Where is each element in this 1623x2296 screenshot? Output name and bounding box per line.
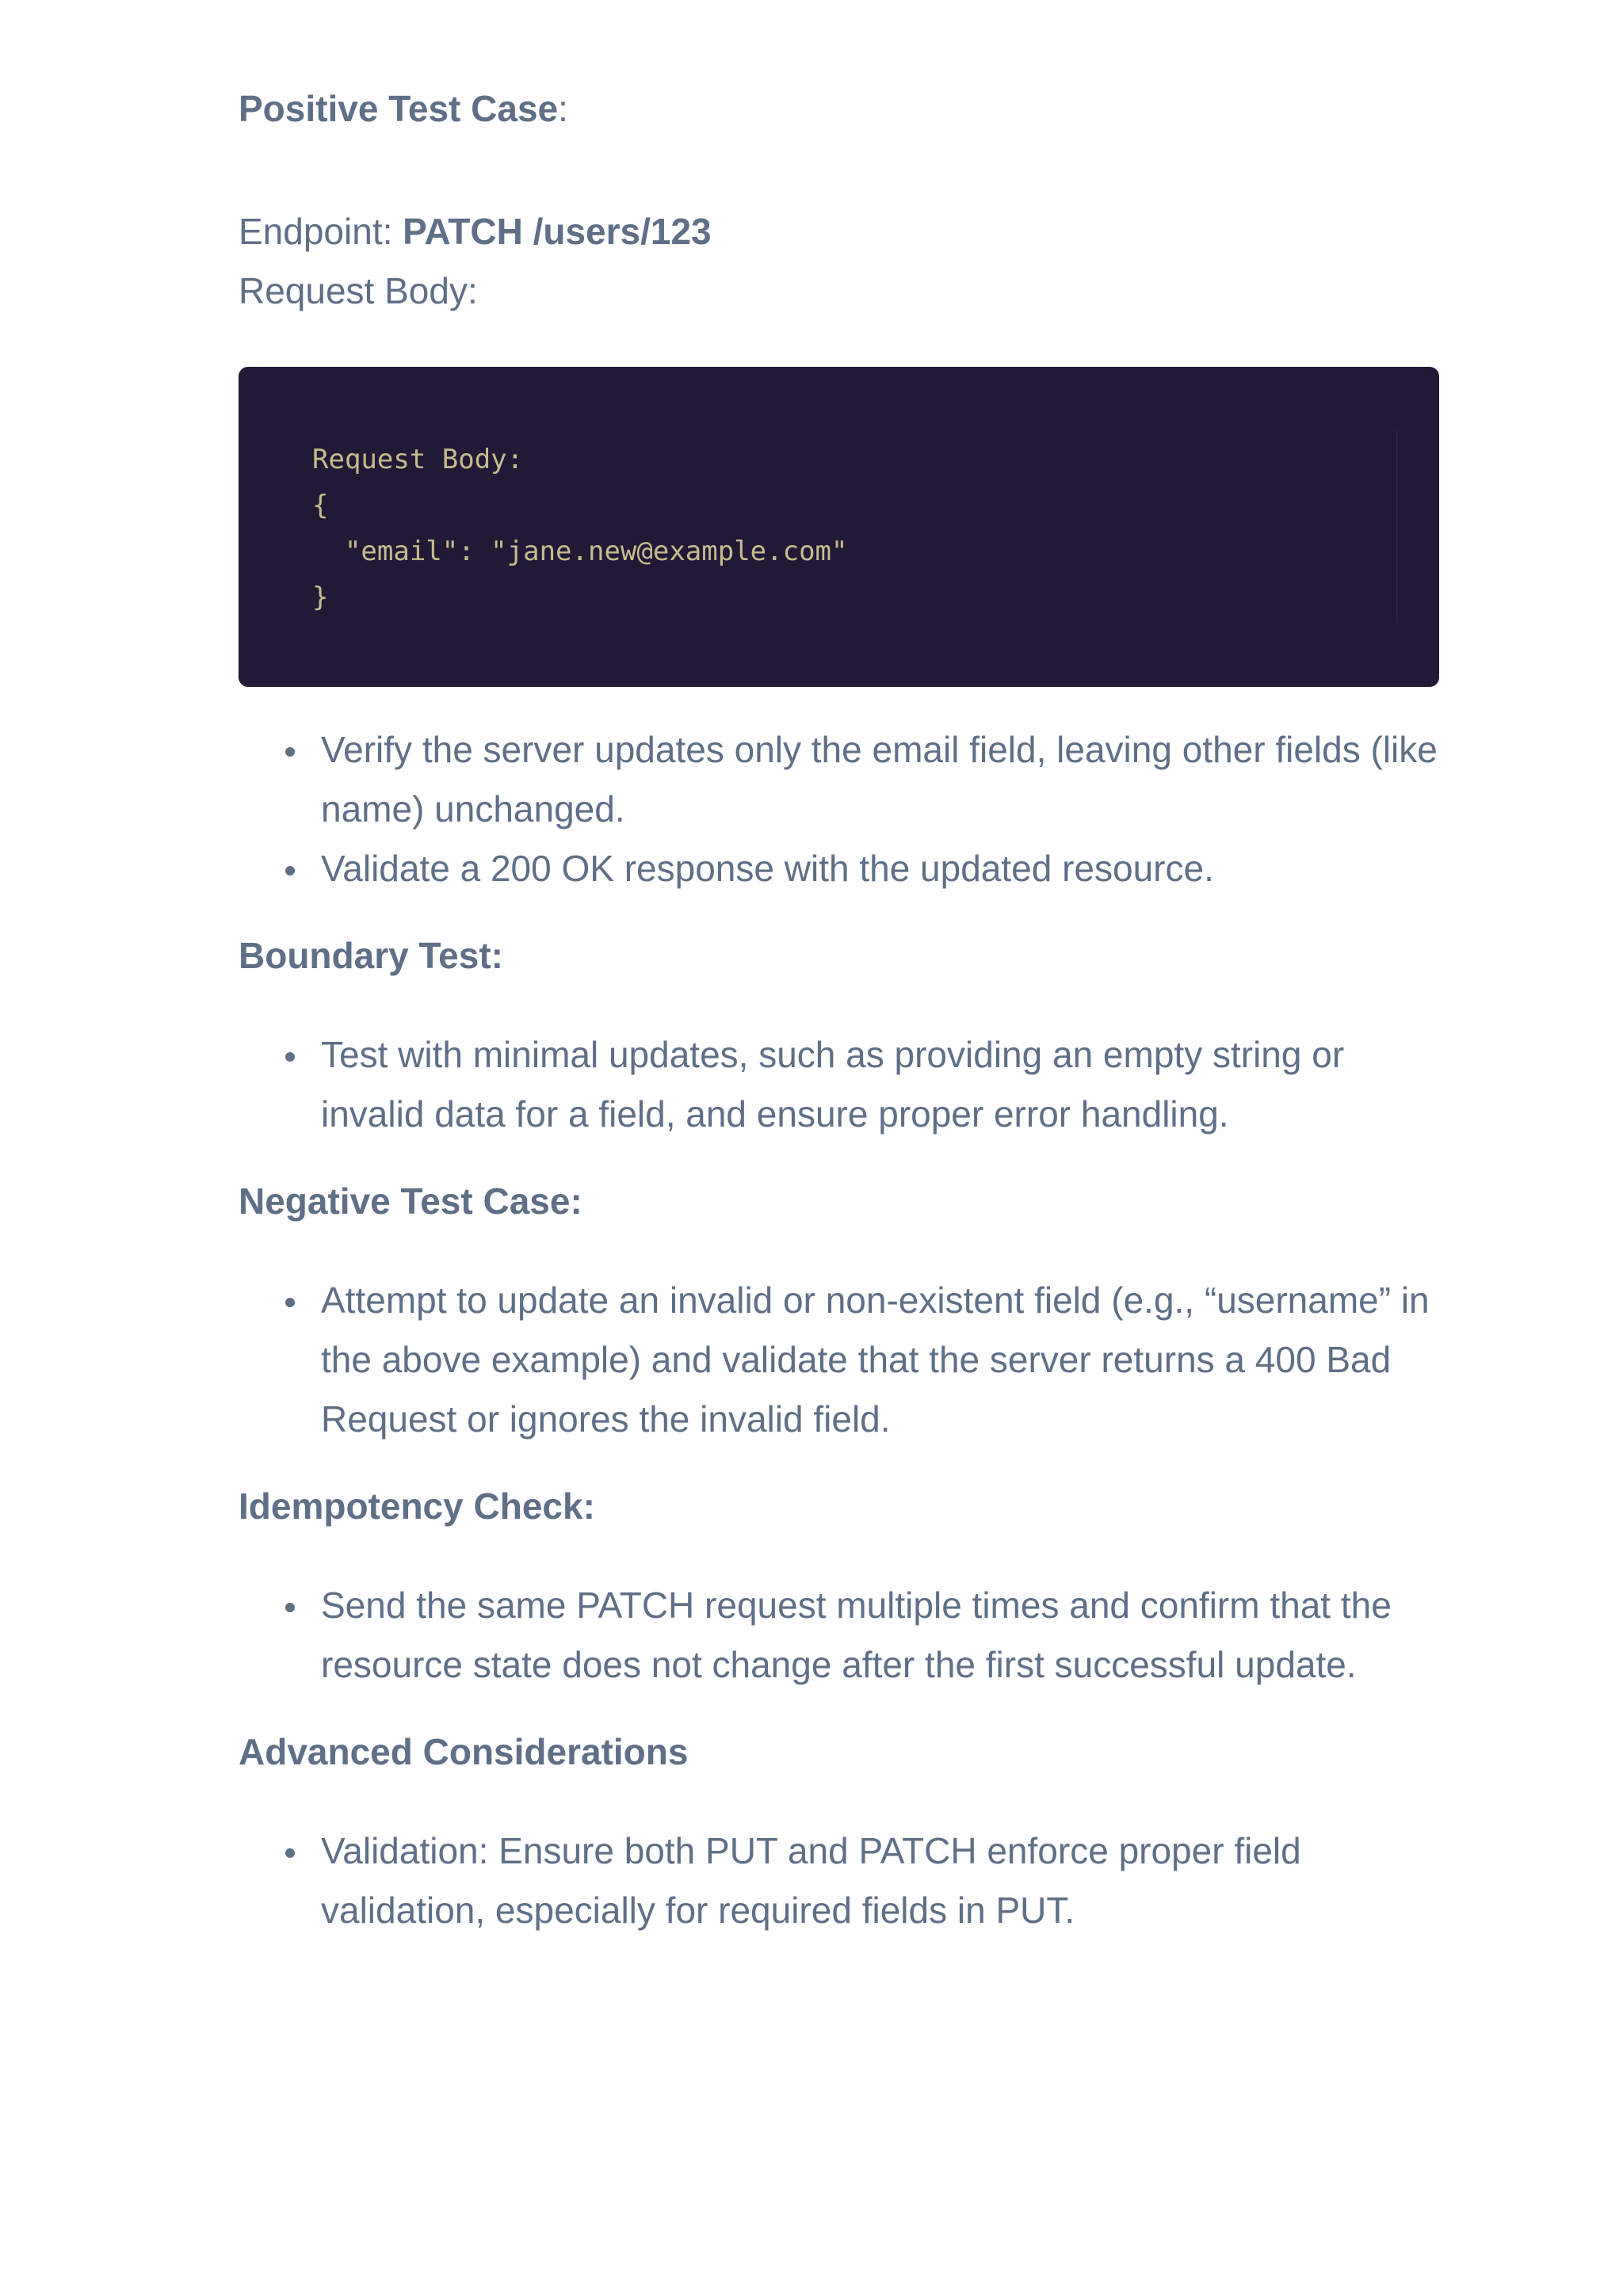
code-line-1: Request Body: — [312, 444, 524, 475]
idempotency-check-heading: Idempotency Check: — [239, 1486, 595, 1527]
list-item: Test with minimal updates, such as providing an empty string or invalid data for a field, and ensure proper error handling. — [239, 1025, 1439, 1144]
boundary-test-list — [239, 1025, 1439, 1144]
list-item: Send the same PATCH request multiple times and confirm that the resource state does not change after the first successful update. — [239, 1576, 1439, 1695]
positive-test-list — [239, 720, 1439, 898]
code-line-3: "email": "jane.new@example.com" — [312, 536, 848, 567]
list-item: Validate a 200 OK response with the updated resource. — [239, 839, 1439, 898]
list-item: Validation: Ensure both PUT and PATCH enforce proper field validation, especially for required fields in PUT. — [239, 1821, 1439, 1940]
advanced-considerations-heading: Advanced Considerations — [239, 1731, 689, 1772]
negative-test-heading: Negative Test Case: — [239, 1180, 582, 1222]
negative-test-list — [239, 1271, 1439, 1449]
endpoint-label: Endpoint: — [239, 211, 403, 252]
positive-test-heading: Positive Test Case — [239, 88, 559, 129]
code-block — [239, 367, 1439, 687]
boundary-test-heading: Boundary Test: — [239, 935, 503, 976]
code-line-2: { — [312, 490, 329, 521]
advanced-considerations-list — [239, 1821, 1439, 1940]
list-item: Attempt to update an invalid or non-existent field (e.g., “username” in the above example) and validate that the server returns a 400 Bad Request or ignores the invalid field. — [239, 1271, 1439, 1449]
list-item: Verify the server updates only the email field, leaving other fields (like name) unchanged. — [239, 720, 1439, 839]
idempotency-check-list — [239, 1576, 1439, 1695]
document-content — [239, 79, 1439, 1940]
positive-test-heading-suffix: : — [558, 88, 568, 129]
code-line-4: } — [312, 582, 329, 613]
positive-test-heading-line — [239, 79, 1439, 139]
request-body-label: Request Body: — [239, 270, 478, 311]
endpoint-line — [239, 202, 1439, 261]
endpoint-value: PATCH /users/123 — [403, 211, 712, 252]
